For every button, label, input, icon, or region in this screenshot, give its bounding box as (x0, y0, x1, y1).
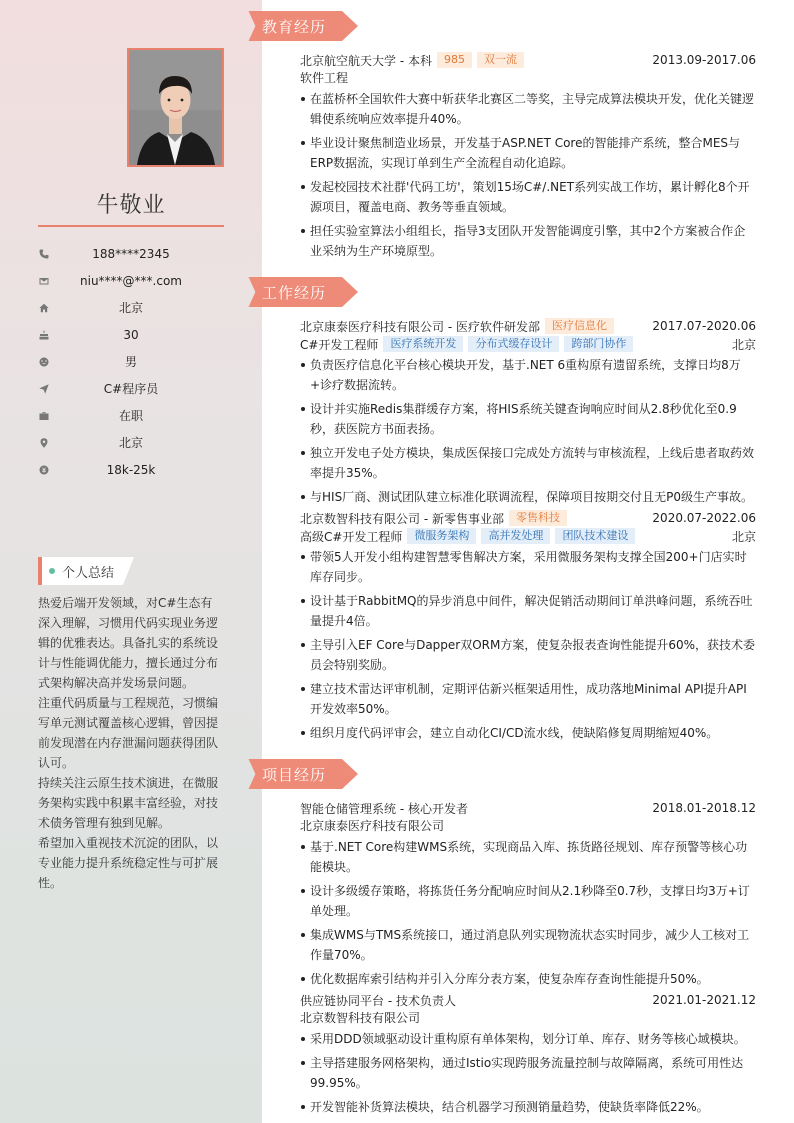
work-title: 工作经历 (262, 284, 327, 302)
education-header-row (300, 51, 756, 69)
project-block-2 (300, 991, 756, 1121)
profile-photo (127, 48, 224, 167)
job-date: 2020.07-2022.06 (652, 511, 756, 525)
major: 软件工程 (300, 71, 349, 85)
summary-text (38, 593, 222, 893)
status-value: 在职 (118, 409, 143, 423)
school-tag: 985 (437, 52, 472, 68)
info-job-target (38, 375, 224, 402)
job-bullets (300, 355, 756, 507)
job-company-row (300, 509, 756, 527)
age-value: 30 (123, 327, 139, 342)
list-item: 设计多级缓存策略，将拣货任务分配响应时间从2.1秒降至0.7秒，支撑日均3万+订单处理。 (300, 881, 756, 921)
home-icon (38, 302, 50, 314)
salary-value: 18k-25k (106, 462, 156, 477)
location-icon (38, 437, 50, 449)
list-item: 优化数据库索引结构并引入分库分表方案，使复杂库存查询性能提升50%。 (300, 969, 756, 989)
info-city (38, 429, 224, 456)
work-block-1 (300, 317, 756, 511)
list-item: 发起校园技术社群'代码工坊'，策划15场C#/.NET系列实战工作坊，累计孵化8个开源项目，覆盖电商、教务等垂直领域。 (300, 177, 756, 217)
job-location: 北京 (731, 337, 756, 352)
school-name: 北京航空航天大学 - 本科 (300, 53, 432, 68)
project-date: 2021.01-2021.12 (652, 993, 756, 1007)
project-name: 供应链协同平台 - 技术负责人 (300, 993, 456, 1008)
list-item: 负责医疗信息化平台核心模块开发，基于.NET 6重构原有遗留系统，支撑日均8万+诊疗数据流转。 (300, 355, 756, 395)
list-item: 组织月度代码评审会，建立自动化CI/CD流水线，使缺陷修复周期缩短40%。 (300, 723, 756, 743)
education-date: 2013.09-2017.06 (652, 53, 756, 67)
summary-title: 个人总结 (62, 566, 115, 581)
info-email (38, 267, 224, 294)
project-bullets (300, 1029, 756, 1117)
job-role-row (300, 527, 756, 545)
list-item: 独立开发电子处方模块，集成医保接口完成处方流转与审核流程，上线后患者取药效率提升35%。 (300, 443, 756, 483)
list-item: 设计基于RabbitMQ的异步消息中间件，解决促销活动期间订单洪峰问题，系统吞吐量提升4倍。 (300, 591, 756, 631)
role-tag: 高并发处理 (481, 528, 550, 544)
role-tag: 跨部门协作 (564, 336, 633, 352)
role-tag: 团队技术建设 (555, 528, 635, 544)
email-value: niu****@***.com (80, 273, 182, 288)
name-divider (38, 225, 224, 227)
education-bullets (300, 89, 756, 261)
job-date: 2017.07-2020.06 (652, 319, 756, 333)
school-tag: 双一流 (477, 52, 524, 68)
list-item: 基于.NET Core构建WMS系统，实现商品入库、拣货路径规划、库存预警等核心功能模块。 (300, 837, 756, 877)
role-tag: 分布式缓存设计 (468, 336, 559, 352)
money-icon (38, 464, 50, 476)
company-name: 北京数智科技有限公司 - 新零售事业部 (300, 511, 504, 526)
list-item: 带领5人开发小组构建智慧零售解决方案，采用微服务架构支撑全国200+门店实时库存同步。 (300, 547, 756, 587)
summary-paragraph: 热爱后端开发领域，对C#生态有深入理解，习惯用代码实现业务逻辑的优雅表达。具备扎实的系统设计与性能调优能力，擅长通过分布式架构解决高并发场景问题。 (38, 596, 219, 690)
candidate-name: 牛敬业 (96, 193, 166, 218)
contact-info-list (38, 240, 224, 483)
list-item: 主导引入EF Core与Dapper双ORM方案，使复杂报表查询性能提升60%，获技术委员会特别奖励。 (300, 635, 756, 675)
list-item: 设计并实施Redis集群缓存方案，将HIS系统关键查询响应时间从2.8秒优化至0.9秒，获医院方书面表扬。 (300, 399, 756, 439)
list-item: 采用DDD领域驱动设计重构原有单体架构，划分订单、库存、财务等核心域模块。 (300, 1029, 756, 1049)
list-item: 集成WMS与TMS系统接口，通过消息队列实现物流状态实时同步，减少人工核对工作量70%。 (300, 925, 756, 965)
company-tag: 医疗信息化 (545, 318, 614, 334)
summary-paragraph: 希望加入重视技术沉淀的团队，以专业能力提升系统稳定性与可扩展性。 (38, 836, 219, 890)
project-date: 2018.01-2018.12 (652, 801, 756, 815)
project-name: 智能仓储管理系统 - 核心开发者 (300, 801, 468, 816)
list-item: 建立技术雷达评审机制，定期评估新兴框架适用性，成功落地Minimal API提升API开发效率50%。 (300, 679, 756, 719)
projects-title: 项目经历 (262, 766, 327, 784)
phone-icon (38, 248, 50, 260)
list-item: 担任实验室算法小组组长，指导3支团队开发智能调度引擎，其中2个方案被合作企业采纳为生产环境原型。 (300, 221, 756, 261)
hometown-value: 北京 (118, 301, 143, 315)
summary-section-header (38, 557, 134, 585)
project-company: 北京数智科技有限公司 (300, 1011, 421, 1025)
briefcase-icon (38, 410, 50, 422)
work-block-2 (300, 509, 756, 747)
job-role: 高级C#开发工程师 (300, 529, 403, 544)
work-section-header (244, 277, 358, 307)
job-target-value: C#程序员 (103, 382, 159, 396)
info-age (38, 321, 224, 348)
summary-dot-icon (49, 568, 55, 574)
info-salary (38, 456, 224, 483)
send-icon (38, 383, 50, 395)
list-item: 在蓝桥杯全国软件大赛中斩获华北赛区二等奖，主导完成算法模块开发，优化关键逻辑使系统响应效率提升40%。 (300, 89, 756, 129)
project-bullets (300, 837, 756, 989)
education-section-header (244, 11, 358, 41)
list-item: 毕业设计聚焦制造业场景，开发基于ASP.NET Core的智能排产系统，整合MES与ERP数据流，实现订单到生产全流程自动化追踪。 (300, 133, 756, 173)
company-name: 北京康泰医疗科技有限公司 - 医疗软件研发部 (300, 319, 540, 334)
project-header-row (300, 799, 756, 817)
project-block-1 (300, 799, 756, 993)
gender-value: 男 (124, 355, 137, 369)
job-location: 北京 (731, 529, 756, 544)
info-phone (38, 240, 224, 267)
role-tag: 微服务架构 (407, 528, 476, 544)
projects-section-header (244, 759, 358, 789)
cake-icon (38, 329, 50, 341)
job-bullets (300, 547, 756, 743)
phone-value: 188****2345 (92, 246, 170, 261)
list-item: 开发智能补货算法模块，结合机器学习预测销量趋势，使缺货率降低22%。 (300, 1097, 756, 1117)
job-role: C#开发工程师 (300, 337, 379, 352)
job-company-row (300, 317, 756, 335)
city-value: 北京 (118, 436, 143, 450)
project-header-row (300, 991, 756, 1009)
info-hometown (38, 294, 224, 321)
role-tag: 医疗系统开发 (383, 336, 463, 352)
info-gender (38, 348, 224, 375)
mail-icon (38, 275, 50, 287)
company-tag: 零售科技 (509, 510, 567, 526)
job-role-row (300, 335, 756, 353)
summary-paragraph: 注重代码质量与工程规范，习惯编写单元测试覆盖核心逻辑，曾因提前发现潜在内存泄漏问题获得团队认可。 (38, 696, 219, 770)
info-status (38, 402, 224, 429)
education-block (300, 51, 756, 265)
summary-paragraph: 持续关注云原生技术演进，在微服务架构实践中积累丰富经验，对技术债务管理有独到见解。 (38, 776, 219, 830)
smile-icon (38, 356, 50, 368)
project-company: 北京康泰医疗科技有限公司 (300, 819, 445, 833)
summary-accent-bar (38, 557, 42, 585)
list-item: 主导搭建服务网格架构，通过Istio实现跨服务流量控制与故障隔离，系统可用性达99.95%。 (300, 1053, 756, 1093)
sidebar (0, 0, 262, 1123)
education-title: 教育经历 (262, 18, 327, 36)
list-item: 与HIS厂商、测试团队建立标准化联调流程，保障项目按期交付且无P0级生产事故。 (300, 487, 756, 507)
